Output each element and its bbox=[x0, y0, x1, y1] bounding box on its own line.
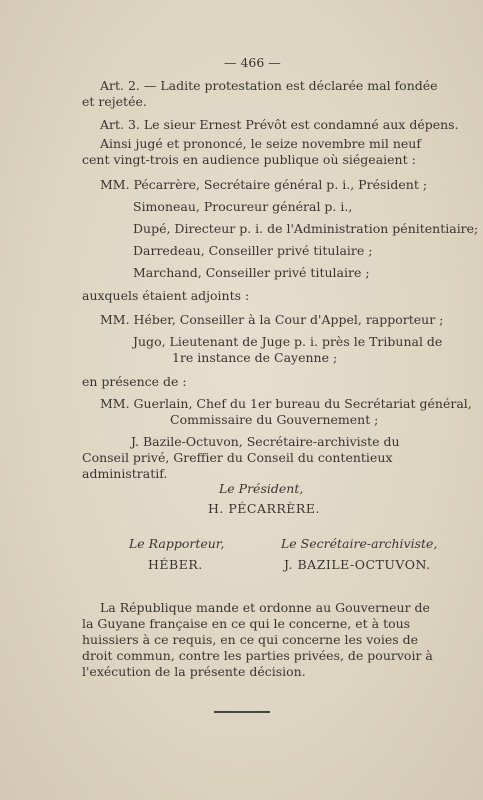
member-line: MM. Pécarrère, Secrétaire général p. i., Président ; bbox=[100, 177, 428, 192]
closing-rule bbox=[214, 711, 270, 713]
member-line: Dupé, Directeur p. i. de l'Administration pénitentiaire; bbox=[133, 221, 479, 236]
article-3: Art. 3. Le sieur Ernest Prévôt est condamné aux dépens. bbox=[100, 117, 459, 132]
adjoint-line: MM. Héber, Conseiller à la Cour d'Appel, rapporteur ; bbox=[100, 312, 444, 327]
closing-paragraph: La République mande et ordonne au Gouverneur de la Guyane française en ce qui le concerne, et à tous huissiers à ce requis, en ce qui concerne les voies de droit commun, contre les parties privées, de pourvoir à l'exécution de la présente décision. bbox=[82, 600, 433, 679]
article-2: Art. 2. — Ladite protestation est déclarée mal fondée et rejetée. bbox=[82, 78, 438, 109]
page-number: — 466 — bbox=[224, 55, 281, 70]
presence-clerk: J. Bazile-Octuvon, Secrétaire-archiviste du Conseil privé, Greffier du Conseil du contentieux administratif. bbox=[82, 434, 400, 481]
president-name: H. PÉCARRÈRE. bbox=[208, 501, 320, 516]
member-line: Simoneau, Procureur général p. i., bbox=[133, 199, 353, 214]
judgment-statement: Ainsi jugé et prononcé, le seize novembre mil neuf cent vingt-trois en audience publique où siégeaient : bbox=[82, 136, 421, 167]
member-line: Darredeau, Conseiller privé titulaire ; bbox=[133, 243, 373, 258]
rapporteur-title: Le Rapporteur, bbox=[129, 536, 225, 551]
adjoint-line: Jugo, Lieutenant de Juge p. i. près le Tribunal de bbox=[133, 334, 443, 349]
rapporteur-name: HÉBER. bbox=[148, 557, 203, 572]
member-line: Marchand, Conseiller privé titulaire ; bbox=[133, 265, 370, 280]
president-title: Le Président, bbox=[219, 481, 304, 496]
adjoints-label: auxquels étaient adjoints : bbox=[82, 288, 250, 303]
secretaire-name: J. BAZILE-OCTUVON. bbox=[284, 557, 431, 572]
presence-line: Commissaire du Gouvernement ; bbox=[170, 412, 379, 427]
secretaire-title: Le Secrétaire-archiviste, bbox=[281, 536, 438, 551]
adjoint-line: 1re instance de Cayenne ; bbox=[172, 350, 338, 365]
presence-label: en présence de : bbox=[82, 374, 187, 389]
presence-line: MM. Guerlain, Chef du 1er bureau du Secrétariat général, bbox=[100, 396, 472, 411]
